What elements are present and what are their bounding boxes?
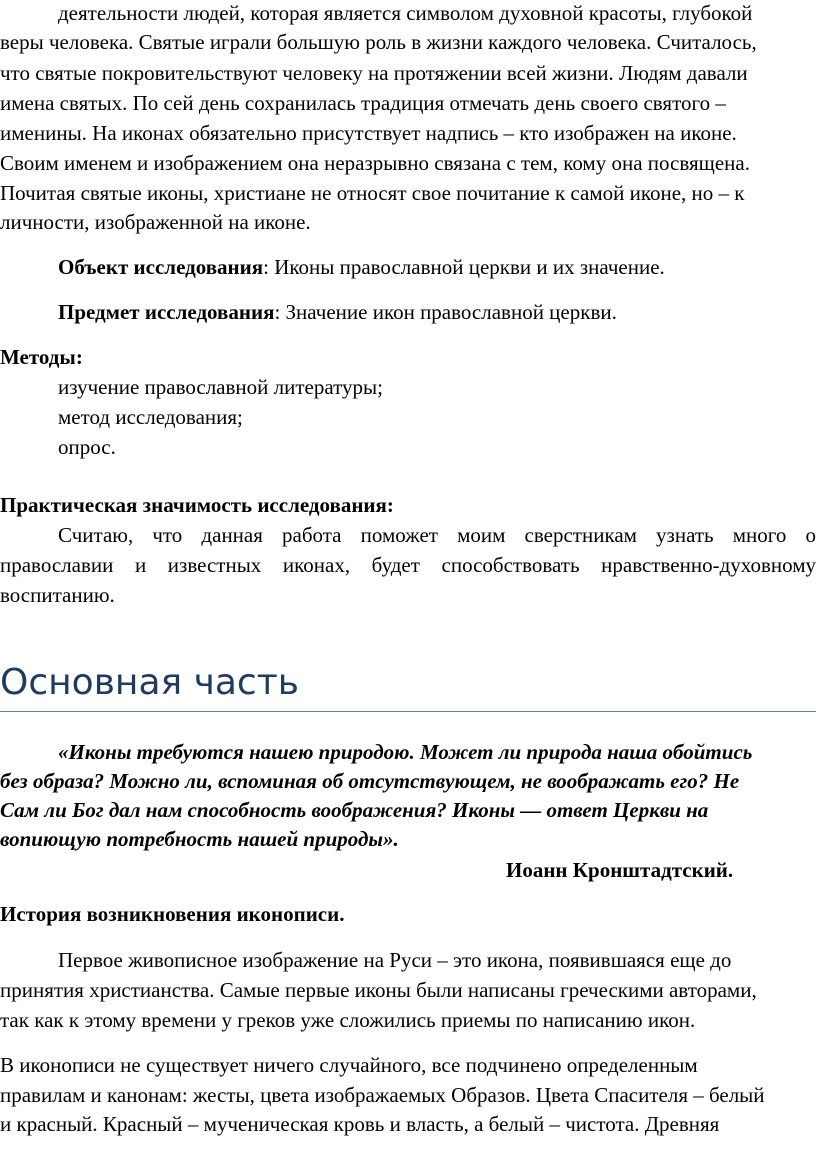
canon-line: В иконописи не существует ничего случайного, все подчинено определенным <box>0 1053 698 1077</box>
methods-heading: Методы: <box>0 345 83 369</box>
quote-line: вопиющую потребность нашей природы». <box>0 827 399 851</box>
practical-heading: Практическая значимость исследования: <box>0 493 394 517</box>
practical-line: воспитанию. <box>0 583 115 607</box>
intro-line: имена святых. По сей день сохранилась традиция отмечать день своего святого – <box>0 91 726 115</box>
quote-author: Иоанн Кронштадтский. <box>506 858 734 882</box>
history-line: Первое живописное изображение на Руси – это икона, появившаяся еще до <box>58 948 732 972</box>
research-subject <box>58 298 816 327</box>
practical-line: Считаю, что данная работа поможет моим сверстникам узнать много о <box>58 523 816 547</box>
heading-divider <box>0 711 816 712</box>
intro-line: деятельности людей, которая является символом духовной красоты, глубокой <box>58 1 753 25</box>
quote-line: «Иконы требуются нашею природою. Может ли природа наша обойтись <box>58 740 753 764</box>
intro-line: что святые покровительствуют человеку на протяжении всей жизни. Людям давали <box>0 61 748 85</box>
method-item: опрос. <box>58 435 116 459</box>
intro-line: Почитая святые иконы, христиане не относят свое почитание к самой иконе, но – к <box>0 181 745 205</box>
research-subject-label: Предмет исследования <box>58 300 275 324</box>
method-item: метод исследования; <box>58 405 243 429</box>
intro-line: веры человека. Святые играли большую роль в жизни каждого человека. Считалось, <box>0 30 757 54</box>
research-subject-text: : Значение икон православной церкви. <box>274 300 617 324</box>
research-object-text: : Иконы православной церкви и их значение. <box>263 255 665 279</box>
canon-line: и красный. Красный – мученическая кровь и власть, а белый – чистота. Древняя <box>0 1112 720 1136</box>
intro-line: именины. На иконах обязательно присутствует надпись – кто изображен на иконе. <box>0 121 737 145</box>
history-line: так как к этому времени у греков уже сложились приемы по написанию икон. <box>0 1008 696 1032</box>
method-item: изучение православной литературы; <box>58 375 383 399</box>
quote-line: Сам ли Бог дал нам способность воображения? Иконы — ответ Церкви на <box>0 798 709 822</box>
quote-line: без образа? Можно ли, вспоминая об отсутствующем, не воображать его? Не <box>0 769 740 793</box>
intro-line: Своим именем и изображением она неразрывно связана с тем, кому она посвящена. <box>0 151 750 175</box>
history-heading: История возникновения иконописи. <box>0 902 345 926</box>
history-line: принятия христианства. Самые первые иконы были написаны греческими авторами, <box>0 978 757 1002</box>
practical-line: православии и известных иконах, будет способствовать нравственно-духовному <box>0 553 816 577</box>
section-heading: Основная часть <box>0 662 299 703</box>
research-object <box>58 253 816 282</box>
research-object-label: Объект исследования <box>58 255 264 279</box>
intro-line: личности, изображенной на иконе. <box>0 210 311 234</box>
canon-line: правилам и канонам: жесты, цвета изображаемых Образов. Цвета Спасителя – белый <box>0 1083 765 1107</box>
